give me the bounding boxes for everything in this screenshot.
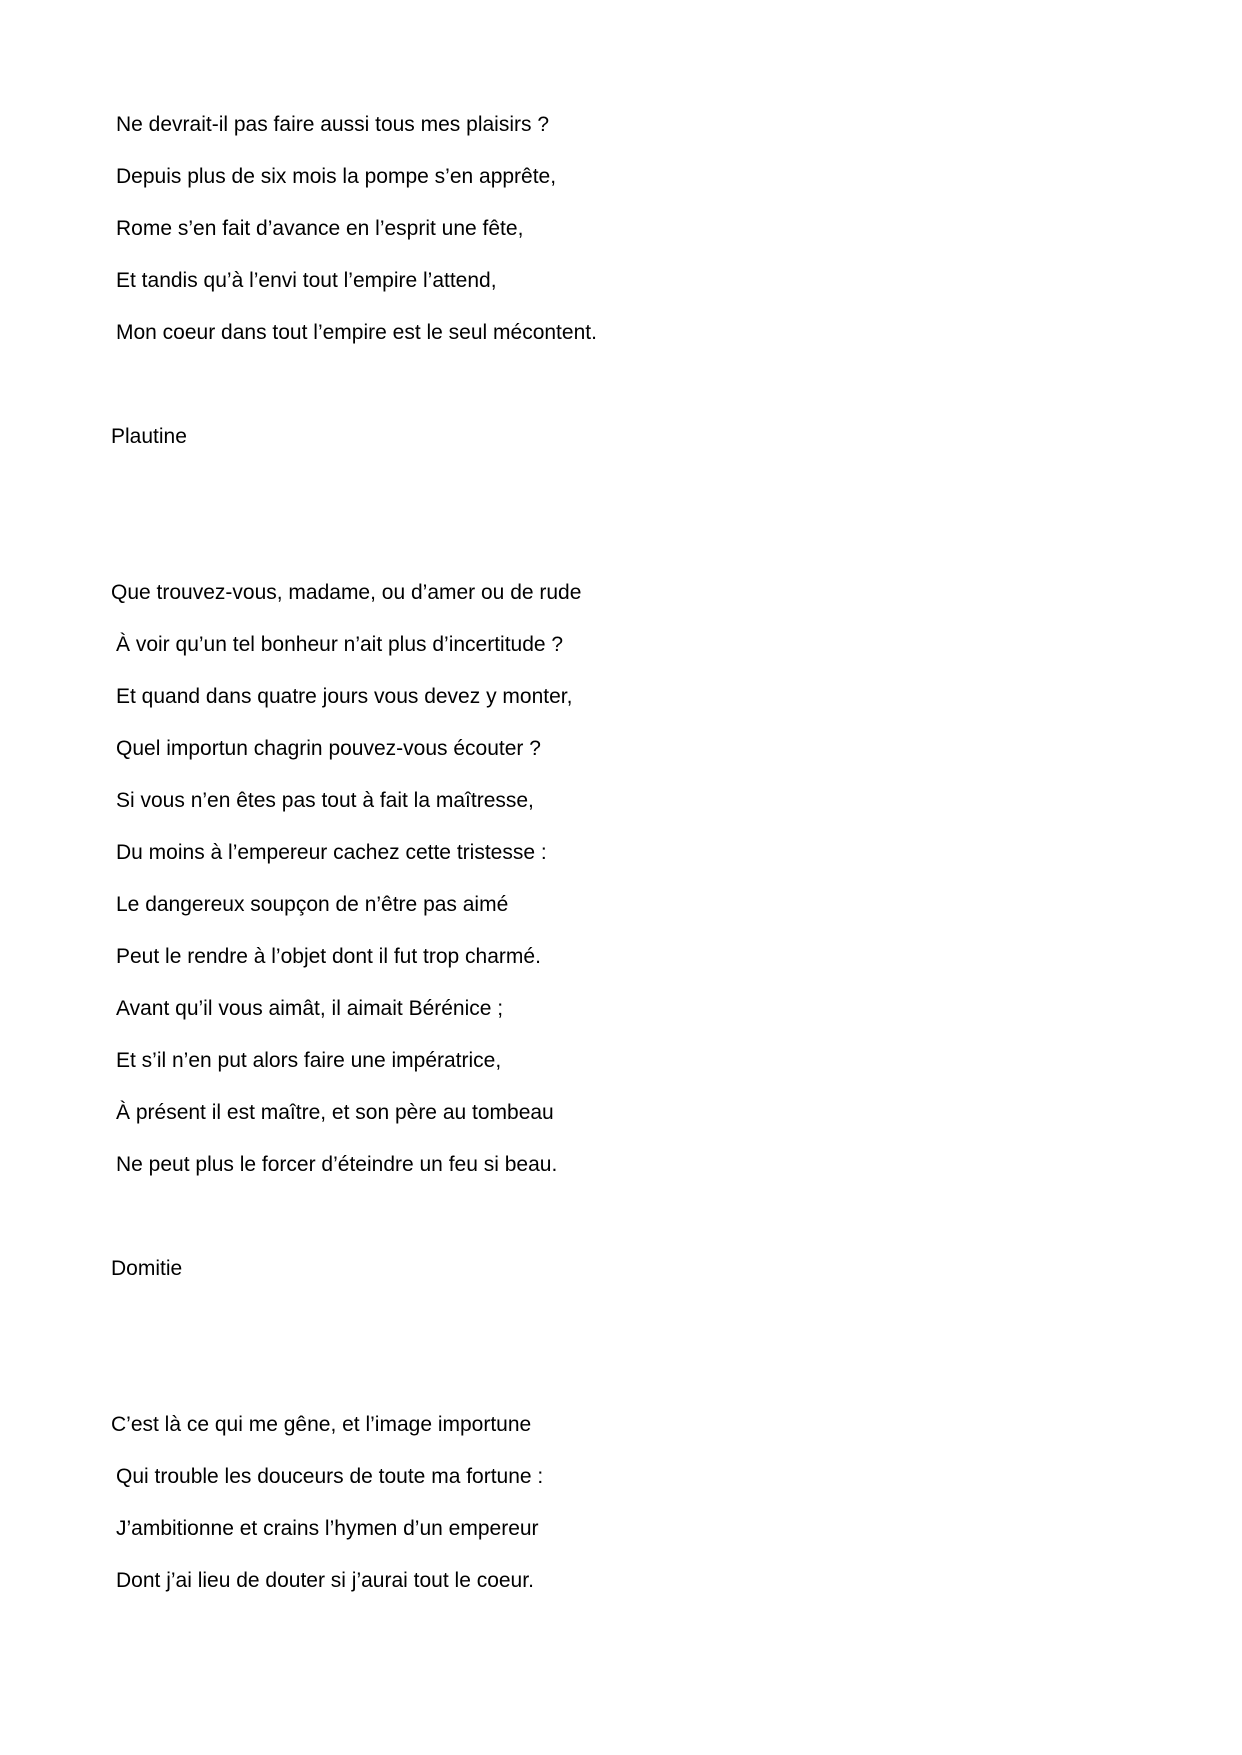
- verse-line: Mon coeur dans tout l’empire est le seul mécontent.: [116, 321, 597, 344]
- verse-line: Ne peut plus le forcer d’éteindre un feu si beau.: [116, 1153, 558, 1176]
- speaker-name-domitie: Domitie: [111, 1257, 183, 1280]
- verse-line: Ne devrait-il pas faire aussi tous mes plaisirs ?: [116, 113, 550, 136]
- verse-line: Quel importun chagrin pouvez-vous écouter ?: [116, 737, 541, 760]
- verse-line: Et s’il n’en put alors faire une impératrice,: [116, 1049, 502, 1072]
- verse-line: Peut le rendre à l’objet dont il fut trop charmé.: [116, 945, 541, 968]
- verse-line: C’est là ce qui me gêne, et l’image importune: [111, 1413, 532, 1436]
- verse-line: Et tandis qu’à l’envi tout l’empire l’attend,: [116, 269, 497, 292]
- verse-line: Que trouvez-vous, madame, ou d’amer ou de rude: [111, 581, 582, 604]
- verse-line: À voir qu’un tel bonheur n’ait plus d’incertitude ?: [116, 633, 564, 656]
- verse-line: Si vous n’en êtes pas tout à fait la maîtresse,: [116, 789, 534, 812]
- verse-line: Du moins à l’empereur cachez cette tristesse :: [116, 841, 547, 864]
- verse-line: Rome s’en fait d’avance en l’esprit une fête,: [116, 217, 524, 240]
- verse-line: Qui trouble les douceurs de toute ma fortune :: [116, 1465, 544, 1488]
- verse-line: Dont j’ai lieu de douter si j’aurai tout le coeur.: [116, 1569, 534, 1592]
- verse-line: Le dangereux soupçon de n’être pas aimé: [116, 893, 509, 916]
- verse-line: Avant qu’il vous aimât, il aimait Bérénice ;: [116, 997, 504, 1020]
- verse-line: J’ambitionne et crains l’hymen d’un empereur: [116, 1517, 539, 1540]
- verse-line: Depuis plus de six mois la pompe s’en apprête,: [116, 165, 557, 188]
- verse-line: Et quand dans quatre jours vous devez y monter,: [116, 685, 573, 708]
- verse-line: À présent il est maître, et son père au tombeau: [116, 1101, 554, 1124]
- speaker-name-plautine: Plautine: [111, 425, 187, 448]
